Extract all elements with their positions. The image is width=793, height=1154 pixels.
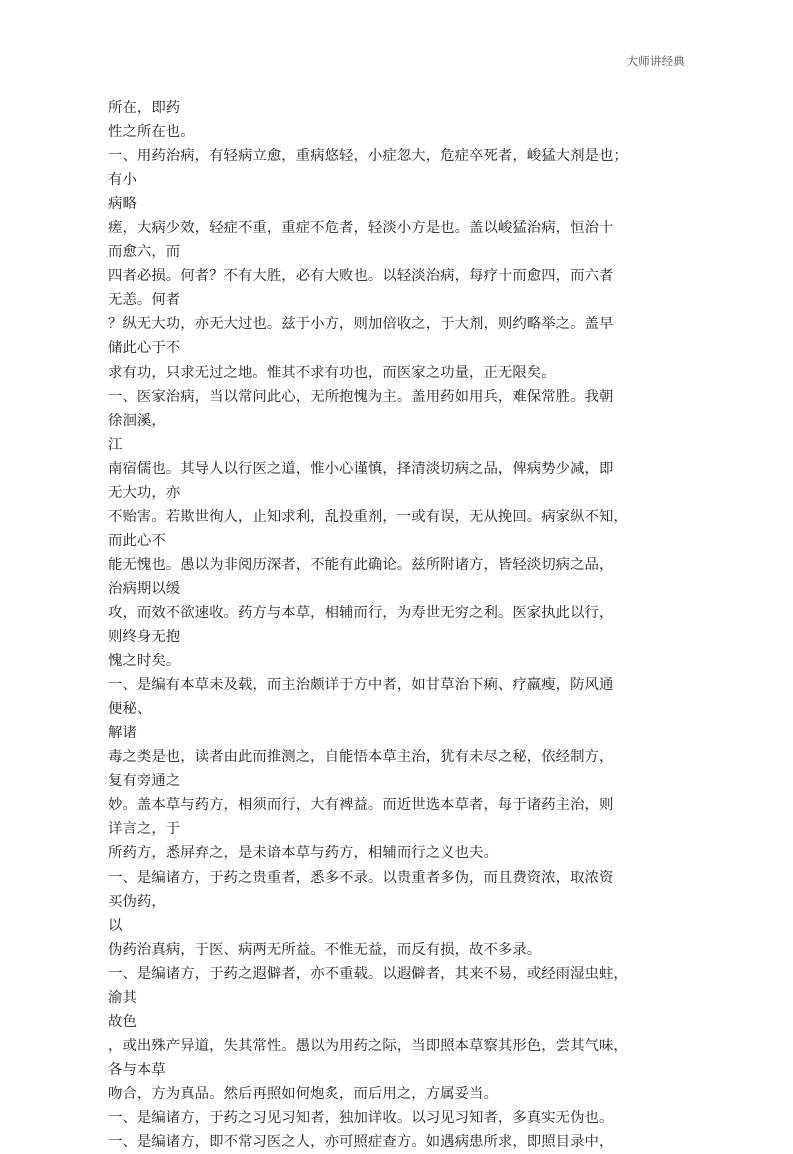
body-line: 各与本草 (108, 1061, 166, 1078)
body-line: 复有旁通之 (108, 773, 181, 790)
body-line: 一、医家治病，当以常问此心，无所抱愧为主。盖用药如用兵，难保常胜。我朝 (108, 388, 614, 405)
body-line: 一、是编诸方，于药之贵重者，悉多不录。以贵重者多伪，而且费资浓，取浓资 (108, 869, 614, 886)
body-line: 一、用药治病，有轻病立愈，重病悠轻，小症忽大，危症卒死者，峻猛大剂是也； (108, 148, 628, 165)
body-line: 解诸 (108, 725, 137, 742)
body-line: 无恙。何者 (108, 292, 181, 309)
body-line: 便秘、 (108, 701, 152, 718)
body-line: ，或出殊产异道，失其常性。愚以为用药之际，当即照本草察其形色，尝其气味， (108, 1037, 628, 1054)
body-line: 一、是编诸方，于药之遐僻者，亦不重载。以遐僻者，其来不易，或经雨湿虫蛀， (108, 965, 628, 982)
body-line: 渝其 (108, 989, 137, 1006)
document-body-text (108, 96, 690, 1154)
body-line: 妙。盖本草与药方，相须而行，大有裨益。而近世选本草者，每于诸药主治，则 (108, 797, 614, 814)
body-line: 求有功，只求无过之地。惟其不求有功也，而医家之功量，正无限矣。 (108, 364, 556, 381)
body-line: 性之所在也。 (108, 124, 195, 141)
body-line: 吻合，方为真品。然后再照如何炮炙，而后用之，方属妥当。 (108, 1085, 498, 1102)
body-line: 徐洄溪， (108, 412, 166, 429)
body-line: 攻，而效不欲速收。药方与本草，相辅而行，为寿世无穷之利。医家执此以行， (108, 604, 614, 621)
body-line: 无大功，亦 (108, 484, 181, 501)
body-line: 而愈六，而 (108, 244, 181, 261)
body-line: 所药方，悉屏弃之，是未谙本草与药方，相辅而行之义也夫。 (108, 845, 498, 862)
body-line: 南宿儒也。其导人以行医之道，惟小心谨慎，择清淡切病之品，俾病势少减，即 (108, 460, 614, 477)
body-line: 有小 (108, 172, 137, 189)
body-line: 储此心于不 (108, 340, 181, 357)
body-line: 一、是编诸方，即不常习医之人，亦可照症查方。如遇病患所求，即照目录中， (108, 1134, 614, 1151)
body-line: 四者必损。何者？不有大胜，必有大败也。以轻淡治病，每疗十而愈四，而六者 (108, 268, 614, 285)
body-line: 则终身无抱 (108, 629, 181, 646)
body-line: 江 (108, 436, 123, 453)
body-line: 瘥，大病少效，轻症不重，重症不危者，轻淡小方是也。盖以峻猛治病，恒治十 (108, 220, 614, 237)
body-line: 详言之，于 (108, 821, 181, 838)
page-header-running-title: 大师讲经典 (626, 54, 685, 68)
body-line: 一、是编有本草未及载，而主治颇详于方中者，如甘草治下痢、疗羸瘦，防风通 (108, 677, 614, 694)
body-line: 病略 (108, 196, 137, 213)
body-line: 以 (108, 917, 123, 934)
body-line: 买伪药， (108, 893, 166, 910)
body-line: 不贻害。若欺世徇人，止知求利，乱投重剂，一或有误，无从挽回。病家纵不知， (108, 508, 628, 525)
body-line: 治病期以缓 (108, 580, 181, 597)
body-line: 毒之类是也，读者由此而推测之，自能悟本草主治，犹有未尽之秘，依经制方， (108, 749, 614, 766)
body-line: ？纵无大功，亦无大过也。兹于小方，则加倍收之，于大剂，则约略举之。盖早 (108, 316, 614, 333)
body-line: 伪药治真病，于医、病两无所益。不惟无益，而反有损，故不多录。 (108, 941, 542, 958)
body-line: 一、是编诸方，于药之习见习知者，独加详收。以习见习知者，多真实无伪也。 (108, 1109, 614, 1126)
body-line: 而此心不 (108, 532, 166, 549)
body-line: 所在，即药 (108, 100, 181, 116)
body-line: 故色 (108, 1013, 137, 1030)
body-line: 愧之时矣。 (108, 653, 181, 670)
body-line: 能无愧也。愚以为非阅历深者，不能有此确论。兹所附诸方，皆轻淡切病之品， (108, 556, 614, 573)
